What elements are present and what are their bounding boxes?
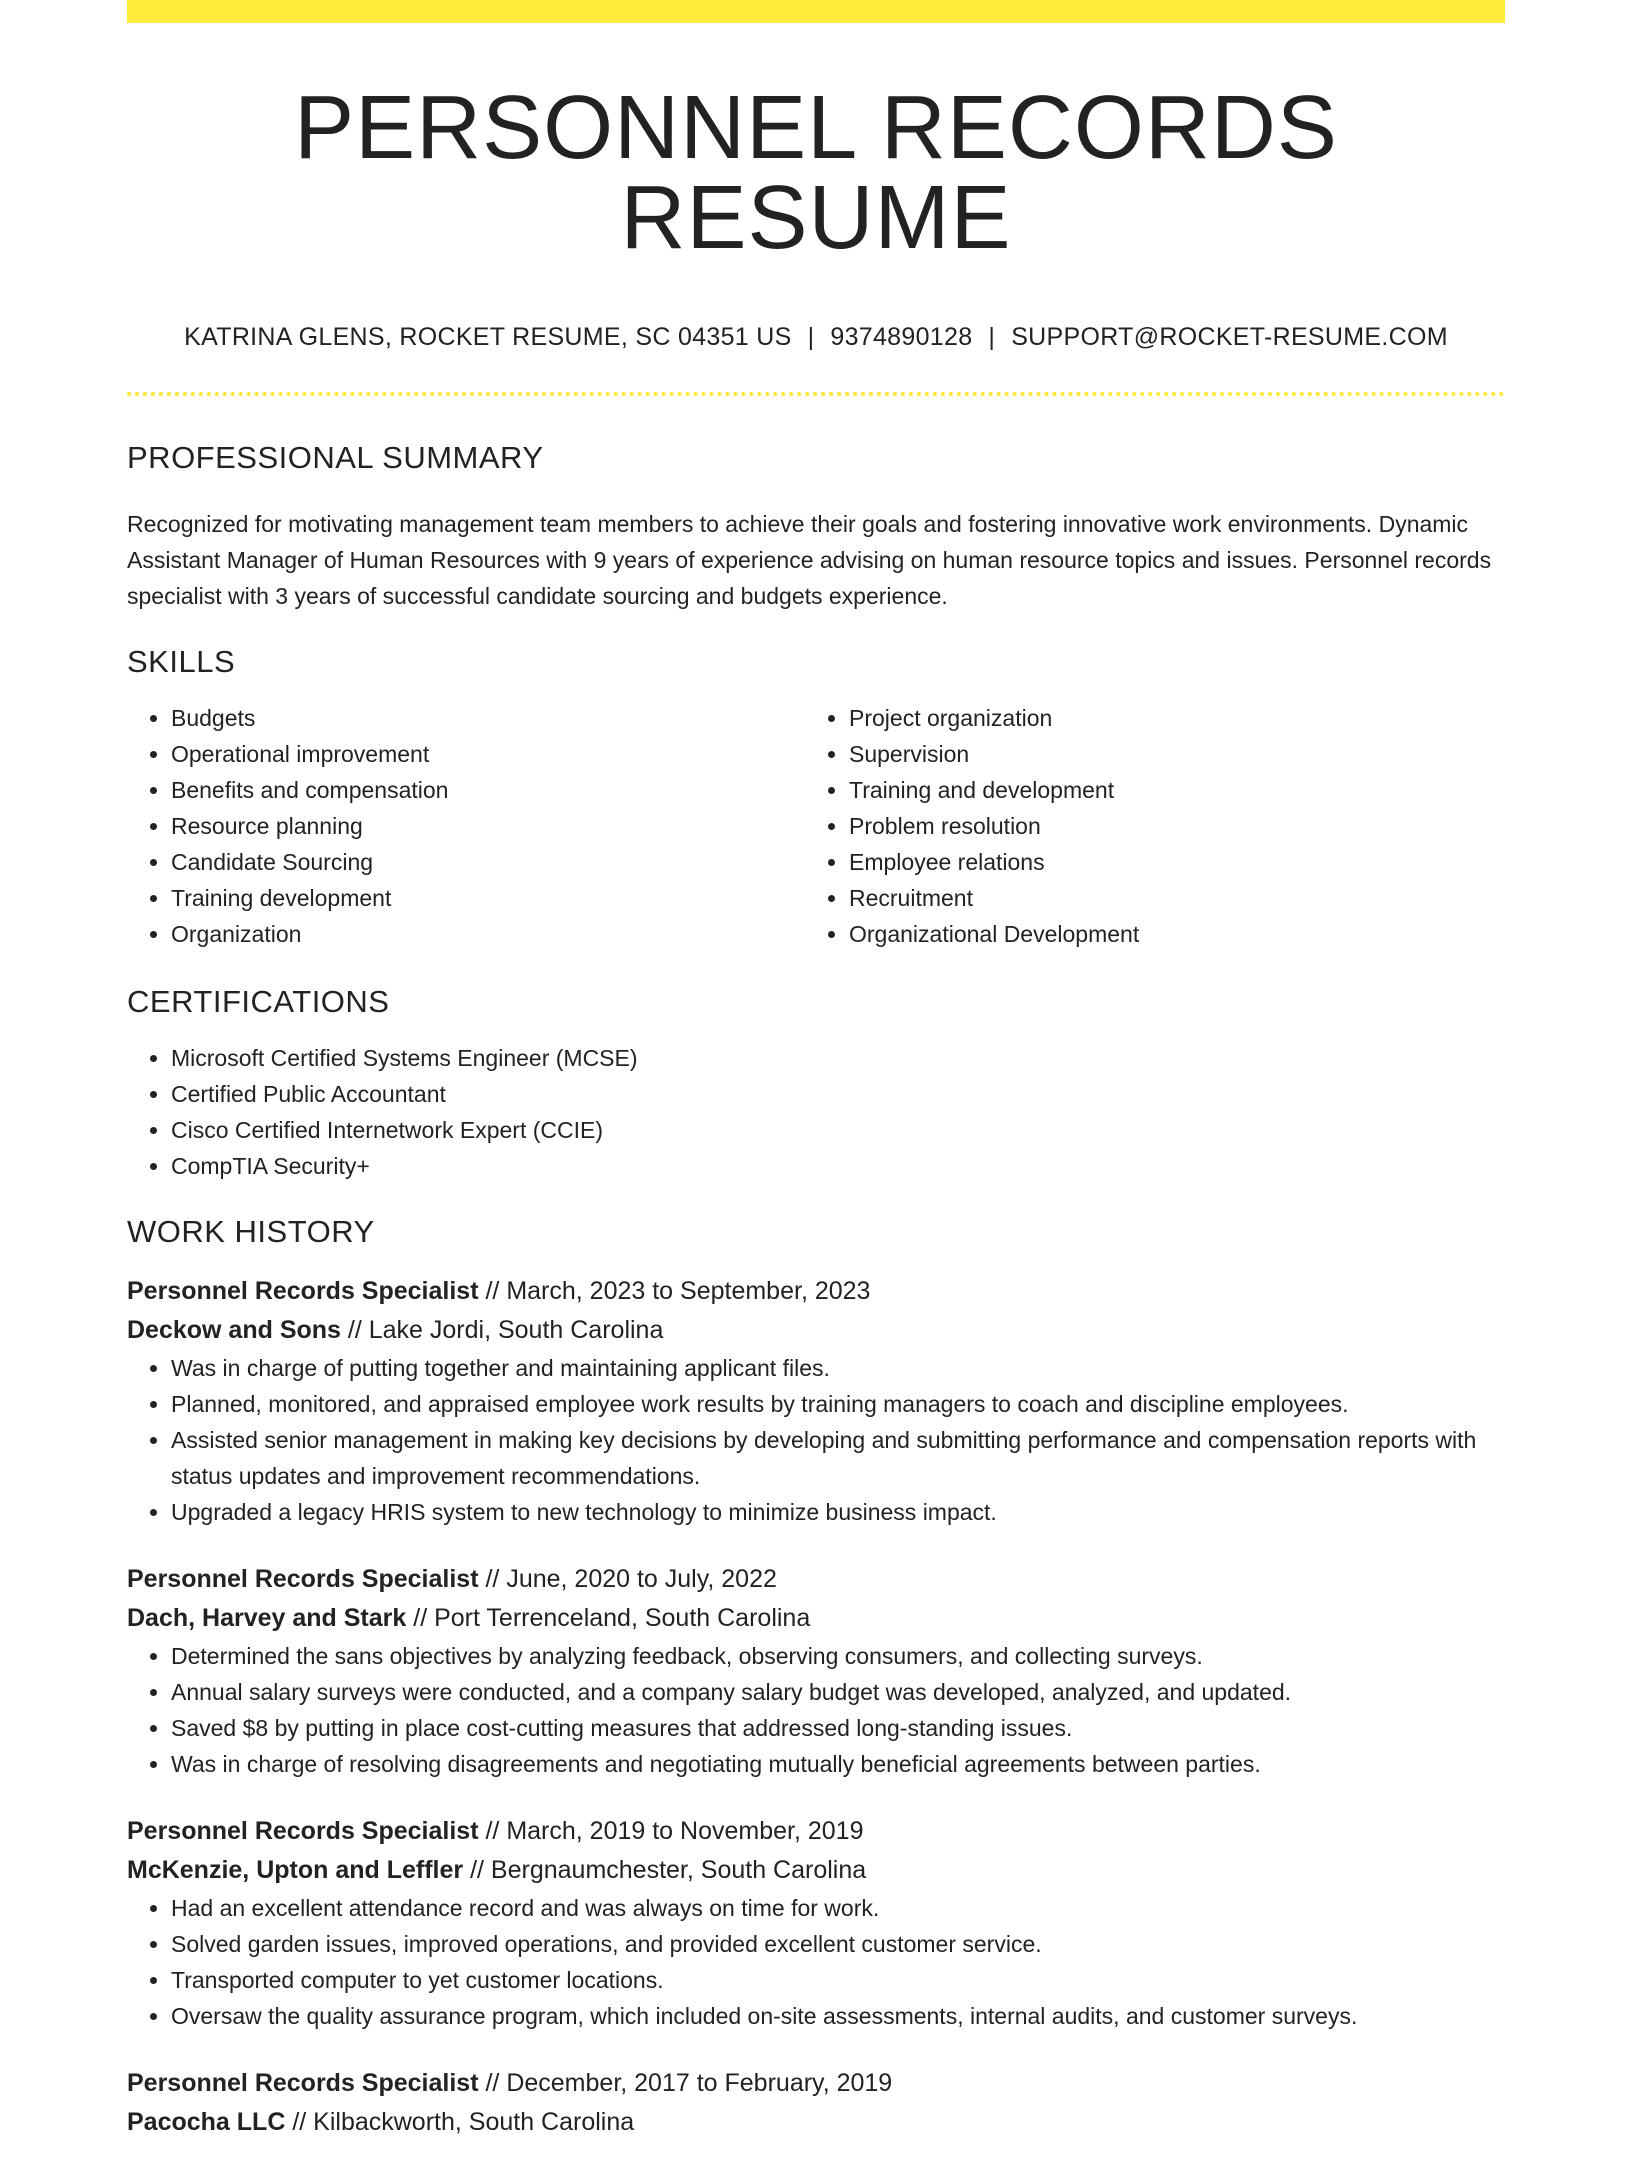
- skills-list-left: [127, 700, 805, 952]
- job-duty-item: • Saved $8 by putting in place cost-cutting measures that addressed long-standing issues.: [171, 1710, 1505, 1746]
- job-company: Dach, Harvey and Stark: [127, 1604, 407, 1632]
- job-duties-list: [127, 1890, 1505, 2034]
- job-entry: [127, 1560, 1505, 1782]
- contact-email[interactable]: SUPPORT@ROCKET-RESUME.COM: [1011, 323, 1448, 351]
- job-location: // Kilbackworth, South Carolina: [292, 2108, 635, 2136]
- skill-item: • Employee relations: [849, 844, 1483, 880]
- job-title-line: [127, 1812, 1505, 1851]
- job-duty-item: • Assisted senior management in making key decisions by developing and submitting performance and compensation reports with status updates and improvement recommendations.: [171, 1422, 1505, 1494]
- job-dates: // March, 2019 to November, 2019: [485, 1817, 864, 1845]
- dotted-divider: [127, 392, 1505, 396]
- skill-item: • Resource planning: [171, 808, 805, 844]
- certification-item: • CompTIA Security+: [171, 1148, 1505, 1184]
- contact-separator: |: [988, 323, 996, 351]
- skill-item: • Organization: [171, 916, 805, 952]
- job-duty-item: • Determined the sans objectives by analyzing feedback, observing consumers, and collecting surveys.: [171, 1638, 1505, 1674]
- job-duty-item: • Transported computer to yet customer locations.: [171, 1962, 1505, 1998]
- contact-separator: |: [807, 323, 815, 351]
- skill-item: • Problem resolution: [849, 808, 1483, 844]
- job-duty-item: • Was in charge of putting together and maintaining applicant files.: [171, 1350, 1505, 1386]
- skills-section: [127, 644, 1505, 952]
- job-duty-item: • Had an excellent attendance record and was always on time for work.: [171, 1890, 1505, 1926]
- job-duties-list: [127, 1350, 1505, 1530]
- job-title-line: [127, 1272, 1505, 1311]
- job-title: Personnel Records Specialist: [127, 1565, 479, 1593]
- job-entry: [127, 1812, 1505, 2034]
- contact-line: [127, 323, 1505, 352]
- job-company-line: [127, 1599, 1505, 1638]
- skill-item: • Organizational Development: [849, 916, 1483, 952]
- job-dates: // December, 2017 to February, 2019: [485, 2069, 893, 2097]
- job-duty-item: • Solved garden issues, improved operations, and provided excellent customer service.: [171, 1926, 1505, 1962]
- job-duties-list: [127, 1638, 1505, 1782]
- skill-item: • Candidate Sourcing: [171, 844, 805, 880]
- job-title-line: [127, 2064, 1505, 2103]
- skill-item: • Benefits and compensation: [171, 772, 805, 808]
- job-duty-item: • Annual salary surveys were conducted, and a company salary budget was developed, analyzed, and updated.: [171, 1674, 1505, 1710]
- job-company-line: [127, 1851, 1505, 1890]
- job-entry: [127, 1272, 1505, 1530]
- summary-heading: PROFESSIONAL SUMMARY: [127, 440, 544, 475]
- job-title-line: [127, 1560, 1505, 1599]
- certification-item: • Certified Public Accountant: [171, 1076, 1505, 1112]
- resume-page: [127, 0, 1505, 2172]
- job-dates: // March, 2023 to September, 2023: [485, 1277, 871, 1305]
- work-history-section: [127, 1214, 1505, 2142]
- accent-top-bar: [127, 0, 1505, 23]
- job-duty-item: • Was in charge of resolving disagreements and negotiating mutually beneficial agreements between parties.: [171, 1746, 1505, 1782]
- job-duty-item: • Planned, monitored, and appraised employee work results by training managers to coach and discipline employees.: [171, 1386, 1505, 1422]
- certifications-heading: CERTIFICATIONS: [127, 984, 390, 1019]
- job-entry: [127, 2064, 1505, 2142]
- summary-text: Recognized for motivating management team members to achieve their goals and fostering innovative work environments. Dynamic Assistant Manager of Human Resources with 9 years of experience advising on human resource topics and issues. Personnel records specialist with 3 years of successful candidate sourcing and budgets experience.: [127, 511, 1492, 609]
- skill-item: • Operational improvement: [171, 736, 805, 772]
- job-company-line: [127, 1311, 1505, 1350]
- job-company: Pacocha LLC: [127, 2108, 286, 2136]
- contact-phone: 9374890128: [830, 323, 973, 351]
- skill-item: • Budgets: [171, 700, 805, 736]
- certification-item: • Microsoft Certified Systems Engineer (MCSE): [171, 1040, 1505, 1076]
- certification-item: • Cisco Certified Internetwork Expert (CCIE): [171, 1112, 1505, 1148]
- certifications-section: [127, 984, 1505, 1184]
- job-location: // Bergnaumchester, South Carolina: [470, 1856, 867, 1884]
- job-location: // Lake Jordi, South Carolina: [347, 1316, 664, 1344]
- resume-title: PERSONNEL RECORDS RESUME: [294, 78, 1338, 268]
- work-history-heading: WORK HISTORY: [127, 1214, 375, 1249]
- skill-item: • Training and development: [849, 772, 1483, 808]
- skill-item: • Recruitment: [849, 880, 1483, 916]
- skills-heading: SKILLS: [127, 644, 236, 679]
- job-title: Personnel Records Specialist: [127, 1277, 479, 1305]
- summary-section: [127, 440, 1505, 614]
- job-company: Deckow and Sons: [127, 1316, 341, 1344]
- job-title: Personnel Records Specialist: [127, 2069, 479, 2097]
- job-dates: // June, 2020 to July, 2022: [485, 1565, 777, 1593]
- job-company: McKenzie, Upton and Leffler: [127, 1856, 464, 1884]
- skill-item: • Supervision: [849, 736, 1483, 772]
- skills-columns: [127, 700, 1505, 952]
- skills-column-right: [805, 700, 1483, 952]
- skill-item: • Project organization: [849, 700, 1483, 736]
- skill-item: • Training development: [171, 880, 805, 916]
- job-duty-item: • Oversaw the quality assurance program, which included on-site assessments, internal audits, and customer surveys.: [171, 1998, 1505, 2034]
- job-list: [127, 1272, 1505, 2142]
- certifications-list: [127, 1040, 1505, 1184]
- skills-list-right: [805, 700, 1483, 952]
- job-title: Personnel Records Specialist: [127, 1817, 479, 1845]
- job-company-line: [127, 2103, 1505, 2142]
- skills-column-left: [127, 700, 805, 952]
- job-duty-item: • Upgraded a legacy HRIS system to new technology to minimize business impact.: [171, 1494, 1505, 1530]
- job-location: // Port Terrenceland, South Carolina: [413, 1604, 811, 1632]
- contact-address: KATRINA GLENS, ROCKET RESUME, SC 04351 US: [184, 323, 792, 351]
